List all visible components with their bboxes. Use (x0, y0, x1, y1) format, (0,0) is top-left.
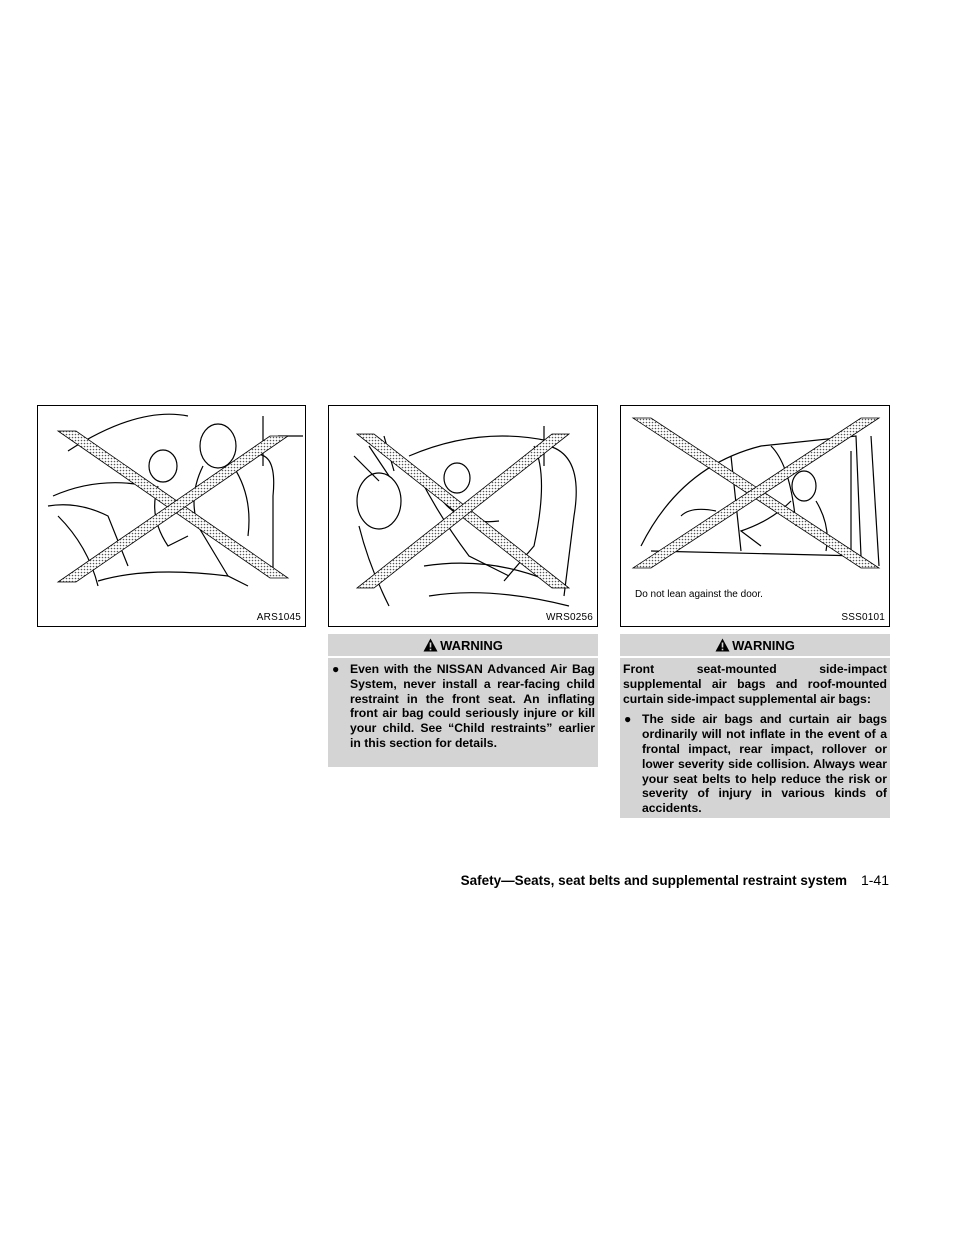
illustration-rear-facing-seat-airbag (329, 406, 597, 626)
warning-intro-text: Front seat-mounted side-impact supplemental air bags and roof-mounted curtain side-impact supplemental air bags: (623, 662, 887, 706)
bullet-icon: ● (332, 662, 340, 676)
warning-bullet (623, 712, 887, 816)
warning-bullet (331, 662, 595, 751)
page-number: 1-41 (860, 872, 889, 888)
bullet-icon: ● (624, 712, 632, 727)
warning-box-side-airbags (620, 634, 890, 818)
figure-code: WRS0256 (546, 612, 593, 623)
figure-caption: Do not lean against the door. (635, 589, 763, 600)
warning-header (620, 634, 890, 658)
warning-triangle-icon (715, 638, 730, 652)
warning-triangle-icon (423, 638, 438, 652)
warning-bullet-text: Even with the NISSAN Advanced Air Bag System, never install a rear-facing child restraint in the front seat. An inflating front air bag could seriously injure or kill your child. See “Child restraints” earlier in this section for details. (350, 662, 595, 750)
illustration-child-on-lap (38, 406, 305, 626)
figure-code: SSS0101 (841, 612, 885, 623)
warning-header (328, 634, 598, 658)
figure-lean-against-door (620, 405, 890, 627)
warning-bullet-text: The side air bags and curtain air bags ordinarily will not inflate in the event of a frontal impact, rear impact, rollover or lower severity side collision. Always wear your seat belts to help reduce the risk or severity of injury in various kinds of accidents. (642, 712, 887, 816)
page-footer (461, 872, 889, 888)
figure-rear-facing-child-seat (328, 405, 598, 627)
warning-title: WARNING (440, 637, 503, 653)
figure-code: ARS1045 (256, 612, 301, 623)
warning-box-child-restraint (328, 634, 598, 767)
figure-child-in-front-seat (37, 405, 306, 627)
warning-title: WARNING (732, 637, 795, 653)
footer-section-title: Safety—Seats, seat belts and supplemental restraint system (460, 873, 847, 888)
